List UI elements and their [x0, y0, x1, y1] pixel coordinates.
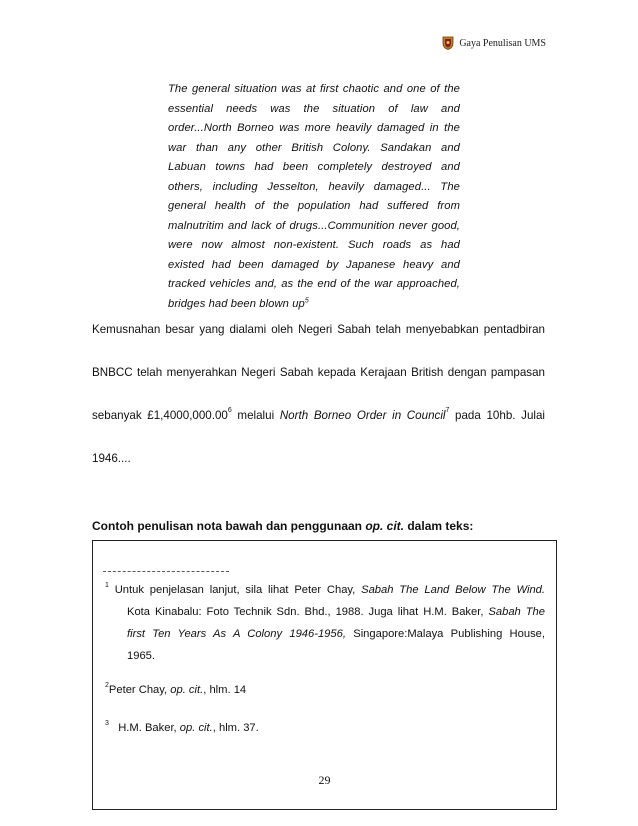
quote-line: The general situation was at first chaotic and one of the	[168, 83, 460, 95]
page-header	[441, 36, 546, 50]
body-line: Kemusnahan besar yang dialami oleh Negeri Sabah telah menyebabkan pentadbiran	[92, 323, 545, 336]
footnote-italic: op. cit.	[179, 722, 213, 734]
quote-line: order...North Borneo was more heavily damaged in the	[168, 122, 460, 134]
quote-line: war than any other British Colony. Sandakan and	[168, 141, 460, 154]
footnote-example-box	[92, 540, 557, 810]
page-number: 29	[318, 773, 331, 787]
footnote-ref[interactable]: 6	[227, 407, 232, 414]
footnote-number: 2	[105, 682, 109, 689]
footnote-italic: first Ten Years As A Colony 1946-1956,	[127, 628, 346, 640]
footnote-3	[105, 717, 259, 739]
footnote-italic: Sabah The	[488, 606, 545, 618]
footnote-ref[interactable]: 5	[304, 296, 309, 304]
footnote-text: Kota Kinabalu: Foto Technik Sdn. Bhd., 1988. Juga lihat H.M. Baker,	[127, 606, 489, 618]
quote-line: tracked vehicles and, as the end of the war approached,	[168, 278, 460, 290]
footnote-text: , hlm. 37.	[212, 722, 259, 734]
heading-italic: op. cit.	[365, 519, 405, 533]
body-line: 1946....	[92, 452, 131, 465]
footnote-text: , hlm. 14	[203, 684, 247, 696]
footnote-text: Peter Chay,	[108, 684, 171, 696]
footnote-italic: op. cit.	[170, 684, 204, 696]
quote-line: essential needs was the situation of law and	[168, 102, 460, 115]
quote-line: existed had been damaged by Japanese heavy and	[168, 258, 460, 271]
body-line	[92, 408, 545, 451]
footnote-separator	[103, 571, 229, 572]
body-text: pada 10hb. Julai	[449, 409, 545, 422]
university-crest-icon	[441, 36, 455, 50]
footnote-number: 1	[105, 582, 109, 589]
body-text: melalui	[231, 409, 280, 422]
footnote-1	[105, 579, 545, 667]
section-heading	[92, 519, 473, 533]
footnote-line	[105, 601, 545, 623]
quote-line: others, including Jesselton, heavily damaged... The	[168, 180, 460, 193]
quote-line-last	[168, 295, 460, 315]
quote-line: general health of the population had suffered from	[168, 200, 460, 212]
heading-text: Contoh penulisan nota bawah dan penggunaan	[92, 519, 366, 533]
footnote-italic: Sabah The Land Below The Wind.	[361, 584, 545, 596]
footnote-number: 3	[105, 720, 109, 727]
body-text: sebanyak £1,4000,000.00	[92, 409, 228, 422]
heading-text: dalam teks:	[404, 519, 474, 533]
body-italic-title: North Borneo Order in Council	[279, 409, 446, 422]
quote-line: Labuan towns had been completely destroyed and	[168, 161, 460, 173]
footnote-ref[interactable]: 7	[445, 407, 450, 414]
footnote-line: 1965.	[127, 650, 155, 662]
footnote-text: H.M. Baker,	[108, 722, 180, 734]
quote-text: bridges had been blown up	[168, 297, 305, 310]
footnote-line	[105, 623, 545, 645]
footnote-text: Untuk penjelasan lanjut, sila lihat Peter Chay,	[108, 584, 362, 596]
block-quote	[168, 80, 460, 314]
footnote-text: Singapore:Malaya Publishing House,	[345, 628, 546, 640]
body-line: BNBCC telah menyerahkan Negeri Sabah kepada Kerajaan British dengan pampasan	[92, 366, 545, 379]
footnote-2	[105, 679, 246, 701]
quote-line: malnutritim and lack of drugs...Communition never good,	[168, 219, 460, 232]
footnote-line	[105, 579, 545, 601]
header-title: Gaya Penulisan UMS	[459, 37, 546, 49]
body-paragraph	[92, 322, 545, 494]
quote-line: were now almost non-existent. Such roads as had	[168, 239, 460, 251]
